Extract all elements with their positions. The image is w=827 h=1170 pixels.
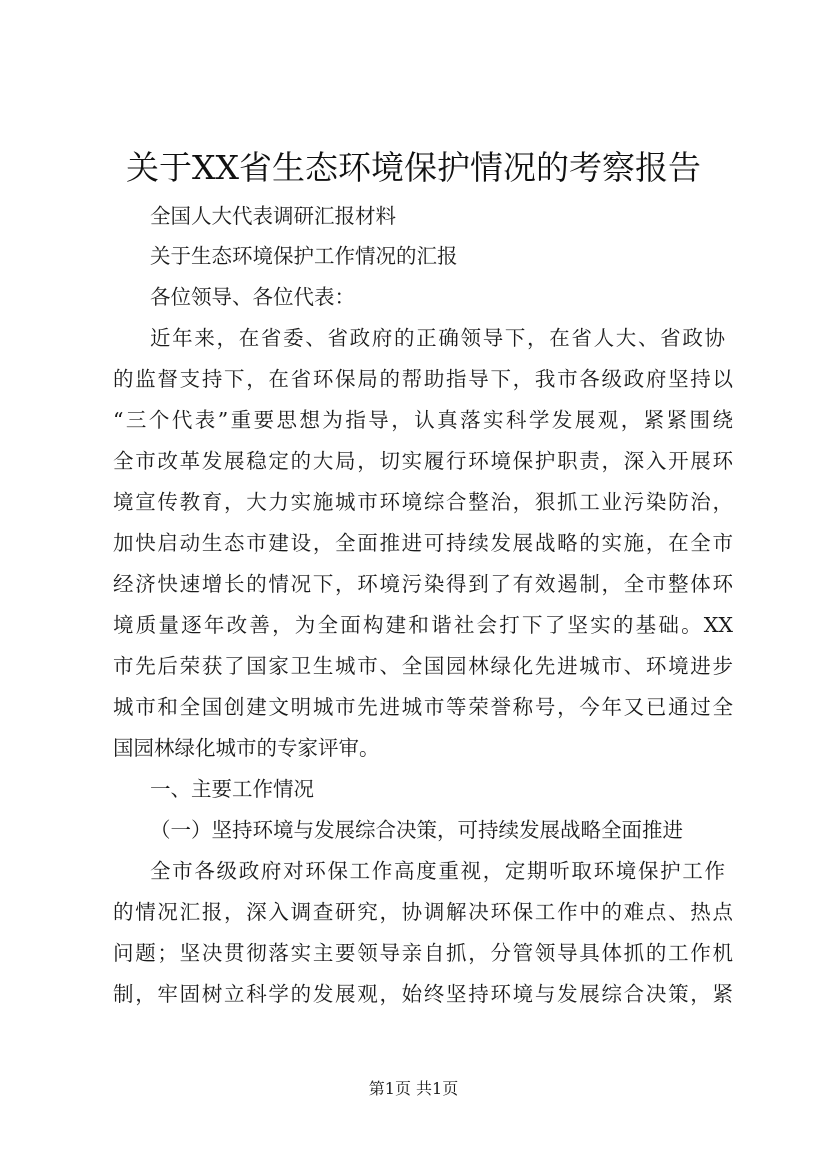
paragraph-line: 国园林绿化城市的专家评审。	[113, 736, 380, 760]
paragraph-line: 全市改革发展稳定的大局，切实履行环境保护职责，深入开展环	[113, 449, 733, 473]
document-title: 关于XX省生态环境保护情况的考察报告	[126, 148, 701, 187]
paragraph-line: 制，牢固树立科学的发展观，始终坚持环境与发展综合决策，紧	[113, 982, 733, 1006]
paragraph-line: 的情况汇报，深入调查研究，协调解决环保工作中的难点、热点	[113, 900, 733, 924]
subsection-heading: （一）坚持环境与发展综合决策，可持续发展战略全面推进	[150, 818, 683, 842]
paragraph-line: 全市各级政府对环保工作高度重视，定期听取环境保护工作	[150, 859, 725, 883]
paragraph-line: 近年来，在省委、省政府的正确领导下，在省人大、省政协	[150, 326, 725, 350]
subtitle-line: 全国人大代表调研汇报材料	[150, 204, 396, 228]
page-number: 第1页 共1页	[368, 1079, 459, 1098]
paragraph-line: 境宣传教育，大力实施城市环境综合整治，狠抓工业污染防治，	[113, 490, 733, 514]
paragraph-line: 加快启动生态市建设，全面推进可持续发展战略的实施，在全市	[113, 531, 733, 555]
paragraph-line: 的监督支持下，在省环保局的帮助指导下，我市各级政府坚持以	[113, 367, 733, 391]
paragraph-line: 经济快速增长的情况下，环境污染得到了有效遏制，全市整体环	[113, 572, 733, 596]
paragraph-line: 问题；坚决贯彻落实主要领导亲自抓，分管领导具体抓的工作机	[113, 941, 733, 965]
report-heading-line: 关于生态环境保护工作情况的汇报	[150, 244, 458, 268]
salutation-line: 各位领导、各位代表：	[150, 285, 355, 309]
paragraph-line: 境质量逐年改善，为全面构建和谐社会打下了坚实的基础。XX	[113, 613, 733, 637]
paragraph-line: “三个代表”重要思想为指导，认真落实科学发展观，紧紧围绕	[113, 408, 733, 432]
section-heading: 一、主要工作情况	[150, 777, 314, 801]
paragraph-line: 城市和全国创建文明城市先进城市等荣誉称号，今年又已通过全	[113, 695, 733, 719]
paragraph-line: 市先后荣获了国家卫生城市、全国园林绿化先进城市、环境进步	[113, 654, 733, 678]
